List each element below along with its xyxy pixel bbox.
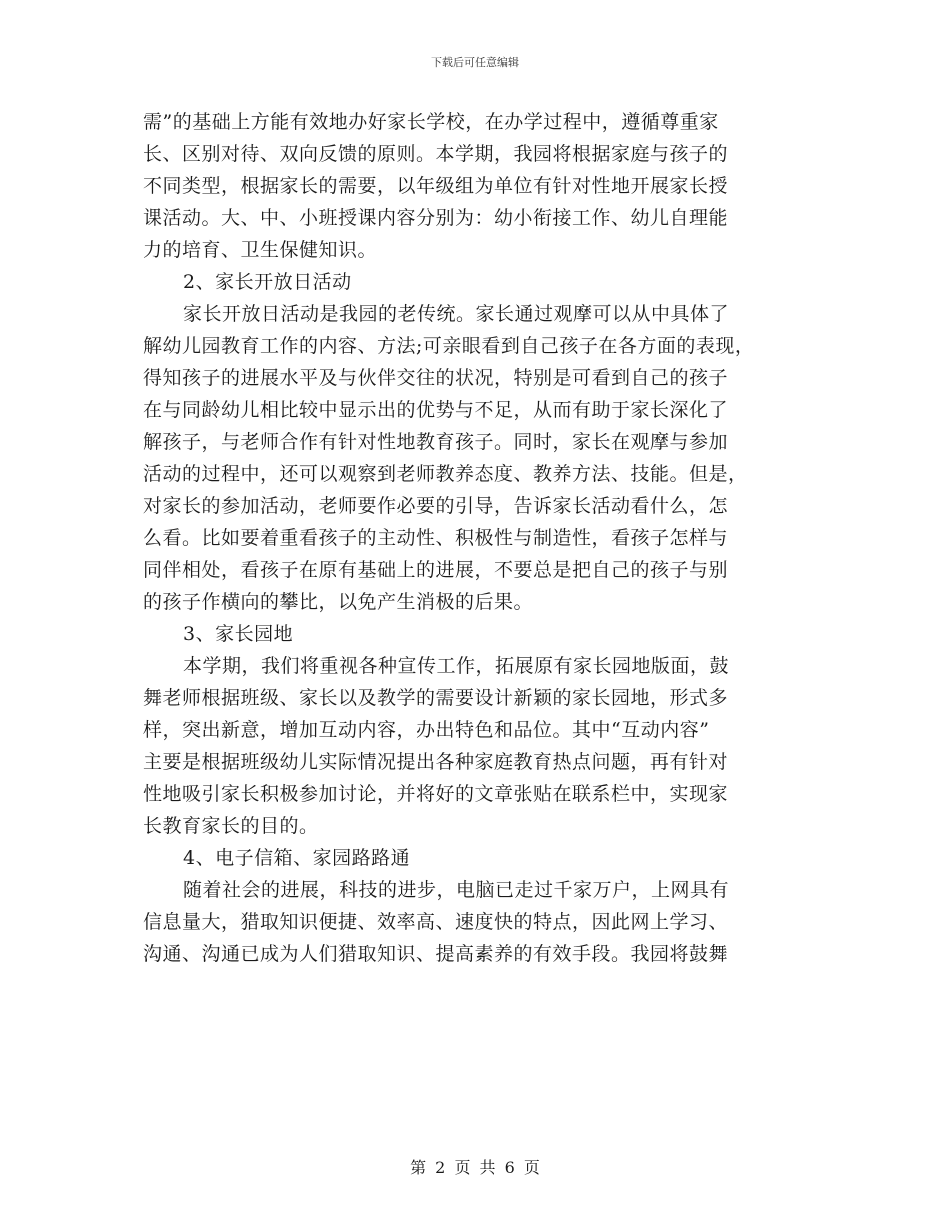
text-line: 解幼儿园教育工作的内容、方法;可亲眼看到自己孩子在各方面的表现， <box>143 335 755 357</box>
text-line: 舞老师根据班级、家长以及教学的需要设计新颖的家长园地，形式多 <box>143 687 729 709</box>
text-line: 活动的过程中，还可以观察到老师教养态度、教养方法、技能。但是， <box>143 463 748 485</box>
text-line: 长教育家长的目的。 <box>143 815 319 837</box>
page-footer: 第 2 页 共 6 页 <box>410 1158 540 1177</box>
text-line: 需”的基础上方能有效地办好家长学校，在办学过程中，遵循尊重家 <box>143 111 719 133</box>
text-line: 4、电子信箱、家园路路通 <box>183 847 411 869</box>
text-line: 么看。比如要着重看孩子的主动性、积极性与制造性，看孩子怎样与 <box>143 527 729 549</box>
text-line: 主要是根据班级幼儿实际情况提出各种家庭教育热点问题，再有针对 <box>143 751 729 773</box>
text-line: 课活动。大、中、小班授课内容分别为：幼小衔接工作、幼儿自理能 <box>143 207 729 229</box>
text-line: 性地吸引家长积极参加讨论，并将好的文章张贴在联系栏中，实现家 <box>143 783 729 805</box>
text-line: 同伴相处，看孩子在原有基础上的进展，不要总是把自己的孩子与别 <box>143 559 729 581</box>
text-line: 的孩子作横向的攀比，以免产生消极的后果。 <box>143 591 534 613</box>
text-line: 对家长的参加活动，老师要作必要的引导，告诉家长活动看什么，怎 <box>143 495 729 517</box>
text-line: 得知孩子的进展水平及与伙伴交往的状况，特别是可看到自己的孩子 <box>143 367 729 389</box>
text-line: 信息量大，猎取知识便捷、效率高、速度快的特点，因此网上学习、 <box>143 911 729 933</box>
text-line: 长、区别对待、双向反馈的原则。本学期，我园将根据家庭与孩子的 <box>143 143 729 165</box>
text-line: 力的培育、卫生保健知识。 <box>143 239 378 261</box>
text-line: 本学期，我们将重视各种宣传工作，拓展原有家长园地版面，鼓 <box>183 655 730 677</box>
text-line: 沟通、沟通已成为人们猎取知识、提高素养的有效手段。我园将鼓舞 <box>143 943 729 965</box>
text-line: 解孩子，与老师合作有针对性地教育孩子。同时，家长在观摩与参加 <box>143 431 729 453</box>
text-line: 随着社会的进展，科技的进步，电脑已走过千家万户，上网具有 <box>183 879 730 901</box>
text-line: 不同类型，根据家长的需要，以年级组为单位有针对性地开展家长授 <box>143 175 729 197</box>
page-header: 下载后可任意编辑 <box>431 56 519 69</box>
body-text <box>143 106 823 970</box>
text-line: 2、家长开放日活动 <box>183 271 352 293</box>
text-line: 样，突出新意，增加互动内容，办出特色和品位。其中“互动内容” <box>143 719 710 741</box>
text-line: 在与同龄幼儿相比较中显示出的优势与不足，从而有助于家长深化了 <box>143 399 729 421</box>
text-line: 3、家长园地 <box>183 623 294 645</box>
text-line: 家长开放日活动是我园的老传统。家长通过观摩可以从中具体了 <box>183 303 730 325</box>
